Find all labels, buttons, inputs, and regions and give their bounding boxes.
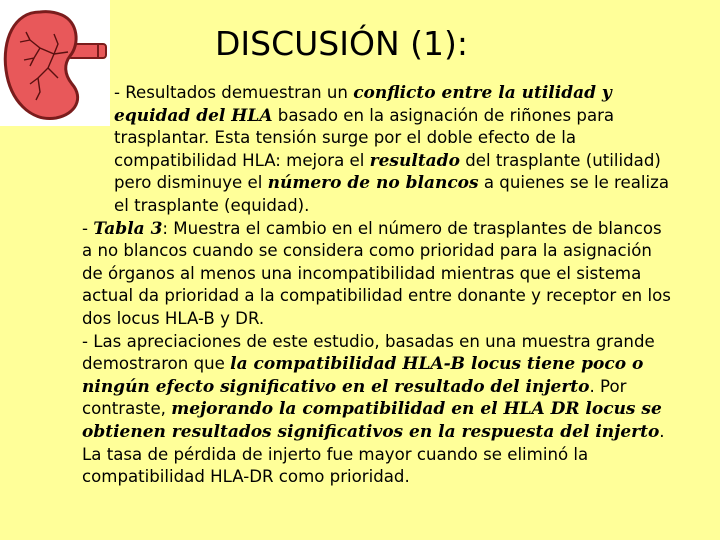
body-text: -: [82, 218, 94, 238]
emphasized-text: Tabla 3: [93, 218, 163, 239]
emphasized-text: mejorando la compatibilidad en el HLA DR locus se obtienen resultados significativos en la respuesta del injerto: [82, 399, 662, 442]
paragraph-1: [82, 82, 674, 218]
body-text: basado en la asignación de riñones para trasplantar. Esta tensión surge por el doble efecto de la compatibilidad HLA: mejora el: [114, 105, 615, 170]
body-text: : Muestra el cambio en el número de trasplantes de blancos a no blancos cuando se considera como prioridad para la asignación de órganos al menos una incompatibilidad mientras que el sistema actual da prioridad a la compatibilidad entre donante y receptor en los dos locus HLA-B y DR.: [82, 218, 671, 328]
emphasized-text: conflicto entre la utilidad y equidad del HLA: [114, 83, 612, 126]
body-text: - Resultados demuestran un: [114, 83, 354, 102]
slide-body: [82, 82, 674, 489]
body-text: a quienes se le realiza el trasplante (equidad).: [114, 173, 669, 215]
slide-title: DISCUSIÓN (1):: [215, 24, 468, 63]
body-text: - Las apreciaciones de este estudio, basadas en una muestra grande demostraron que: [82, 331, 655, 374]
body-text: . Por contraste,: [82, 376, 627, 419]
paragraph-2: [82, 218, 674, 331]
emphasized-text: resultado: [369, 150, 460, 171]
emphasized-text: la compatibilidad HLA-B locus tiene poco o ningún efecto significativo en el resultado del injerto: [82, 354, 644, 397]
emphasized-text: número de no blancos: [267, 173, 479, 194]
paragraph-3: [82, 331, 674, 489]
body-text: del trasplante (utilidad) pero disminuye el: [114, 150, 661, 193]
body-text: . La tasa de pérdida de injerto fue mayor cuando se eliminó la compatibilidad HLA-DR como prioridad.: [82, 421, 665, 487]
